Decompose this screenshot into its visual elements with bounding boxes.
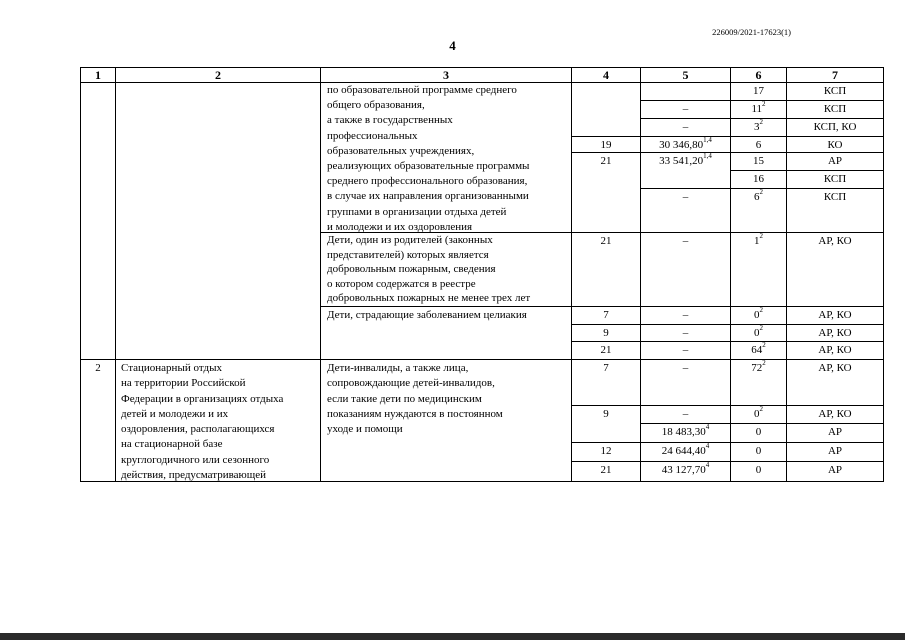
text-line: Дети, страдающие заболеванием целиакия [327, 309, 527, 321]
text-line: о котором содержатся в реестре [327, 277, 476, 290]
col3-block-celiac-disease [327, 308, 527, 324]
cell-col6: $72^2$ [751, 359, 766, 374]
header-col-1: 1 [95, 68, 101, 82]
text-line: сопровождающие детей-инвалидов, [327, 377, 495, 390]
cell-col7: КСП [823, 173, 847, 185]
text-line: уходе и помощи [327, 423, 403, 436]
cell-col5: – [682, 121, 689, 133]
cell-col5: – [682, 103, 689, 115]
cell-col4: 9 [603, 408, 609, 420]
cell-col4: 19 [600, 139, 612, 151]
cell-col5: – [682, 344, 689, 356]
cell-col6: $64^2$ [751, 341, 766, 356]
header-col-4: 4 [603, 68, 609, 82]
cell-col5: – [682, 235, 689, 247]
text-line: Стационарный отдых [121, 362, 222, 374]
cell-col6: $0^2$ [754, 324, 763, 339]
cell-col4: 12 [600, 445, 612, 457]
text-line: профессиональных [327, 129, 418, 142]
cell-col5: – [682, 362, 689, 374]
cell-col5: – [682, 408, 689, 420]
cell-col6: 16 [753, 173, 764, 185]
text-line: и молодежи и их оздоровления [327, 220, 473, 233]
row2-number: 2 [95, 362, 101, 374]
text-line: представителей) которых является [327, 248, 489, 261]
text-line: добровольным пожарным, сведения [327, 263, 496, 276]
cell-col7: КСП [823, 191, 847, 203]
text-line: Федерации в организациях отдыха [121, 392, 284, 405]
cell-col5: 33 541,20$^{1,4}$ [659, 152, 712, 167]
cell-col7: КСП [823, 103, 847, 115]
cell-col4: 21 [600, 155, 612, 167]
cell-col5: 30 346,80$^{1,4}$ [659, 136, 712, 151]
cell-col5: 43 127,70$^4$ [661, 461, 710, 476]
text-line: образовательных учреждениях, [327, 144, 475, 157]
cell-col5: – [682, 191, 689, 203]
text-line: если такие дети по медицинским [327, 392, 482, 405]
header-col-6: 6 [755, 68, 762, 82]
cell-col6: 0 [755, 426, 762, 438]
cell-col4: 21 [600, 344, 612, 356]
cell-col4: 21 [600, 235, 612, 247]
cell-col7: КО [827, 139, 843, 151]
cell-col6: $0^2$ [754, 405, 763, 420]
cell-col6: 17 [753, 85, 764, 97]
cell-col7: АР, КО [818, 235, 852, 247]
row2-description [121, 361, 283, 483]
text-line: общего образования, [327, 99, 425, 112]
cell-col7: АР, КО [818, 362, 852, 374]
cell-col6: $11^2$ [751, 100, 766, 115]
cell-col4: 7 [603, 362, 609, 374]
text-line: а также в государственных [327, 114, 453, 127]
scan-bottom-edge [0, 633, 905, 640]
text-line: среднего профессионального образования, [327, 175, 528, 188]
header-col-7: 7 [832, 68, 838, 82]
text-line: детей и молодежи и их [121, 407, 229, 420]
text-line: в случае их направления организованными [327, 190, 529, 203]
cell-col7: АР, КО [818, 309, 852, 321]
col3-block-volunteer-firefighters [327, 233, 530, 306]
cell-col5: – [682, 309, 689, 321]
text-line: на стационарной базе [121, 438, 223, 451]
document-number: 226009/2021-17623(1) [712, 27, 791, 37]
header-col-3: 3 [443, 68, 449, 82]
col3-block-general-education [327, 83, 529, 235]
cell-col6: 0 [755, 464, 762, 476]
cell-col6: $1^2$ [754, 232, 763, 247]
cell-col4: 21 [600, 464, 612, 476]
cell-col7: КСП, КО [813, 121, 857, 133]
header-col-5: 5 [682, 68, 689, 82]
text-line: группами в организации отдыха детей [327, 205, 507, 218]
text-line: добровольных пожарных не менее трех лет [327, 292, 531, 305]
cell-col7: АР, КО [818, 408, 852, 420]
text-line: круглогодичного или сезонного [121, 453, 270, 466]
text-line: Дети, один из родителей (законных [327, 234, 493, 246]
col3-block-disabled-children [327, 361, 503, 437]
cell-col6: 0 [755, 445, 762, 457]
text-line: действия, предусматривающей [121, 469, 266, 482]
cell-col7: КСП [823, 85, 847, 97]
cell-col5: 24 644,40$^4$ [661, 442, 710, 457]
page-number: 4 [449, 38, 456, 53]
cell-col7: АР [827, 464, 843, 476]
cell-col7: АР [827, 155, 843, 167]
text-line: оздоровления, располагающихся [121, 423, 275, 436]
cell-col6: $3^2$ [754, 118, 763, 133]
text-line: на территории Российской [121, 377, 246, 390]
cell-col4: 9 [603, 327, 609, 339]
cell-col6: 6 [755, 139, 762, 151]
cell-col6: $0^2$ [754, 306, 763, 321]
header-col-2: 2 [215, 68, 221, 82]
cell-col5: – [682, 327, 689, 339]
text-line: реализующих образовательные программы [327, 160, 530, 173]
text-line: по образовательной программе среднего [327, 84, 517, 96]
cell-col6: 15 [753, 155, 764, 167]
cell-col5: 18 483,30$^4$ [661, 423, 710, 438]
text-line: Дети-инвалиды, а также лица, [327, 362, 469, 374]
cell-col7: АР, КО [818, 327, 852, 339]
cell-col7: АР [827, 426, 843, 438]
cell-col6: $6^2$ [754, 188, 763, 203]
cell-col7: АР, КО [818, 344, 852, 356]
cell-col7: АР [827, 445, 843, 457]
text-line: показаниям нуждаются в постоянном [327, 407, 503, 420]
cell-col4: 7 [603, 309, 609, 321]
